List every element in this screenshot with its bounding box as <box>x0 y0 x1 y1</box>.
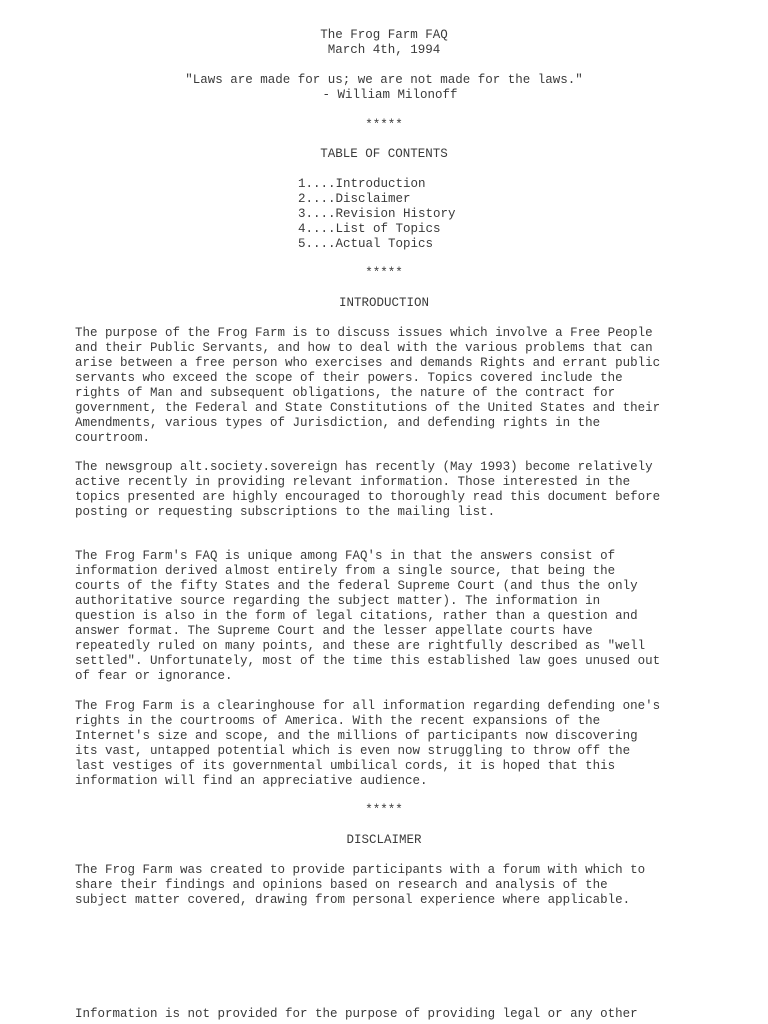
text-line: information will find an appreciative audience. <box>75 774 428 788</box>
text-line: subject matter covered, drawing from personal experience where applicable. <box>75 893 631 907</box>
text-line: information derived almost entirely from a single source, that being the <box>75 564 616 578</box>
text-line: The newsgroup alt.society.sovereign has recently (May 1993) become relatively <box>75 460 653 474</box>
section-separator: ***** <box>365 266 403 280</box>
text-line: arise between a free person who exercises and demands Rights and errant public <box>75 356 661 370</box>
epigraph-attribution: - William Milonoff <box>322 88 458 102</box>
disclaimer-heading: DISCLAIMER <box>346 833 422 847</box>
text-line: servants who exceed the scope of their powers. Topics covered include the <box>75 371 623 385</box>
text-line: The Frog Farm was created to provide participants with a forum with which to <box>75 863 646 877</box>
text-line: last vestiges of its governmental umbilical cords, it is hoped that this <box>75 759 616 773</box>
toc-item: 5....Actual Topics <box>298 237 434 251</box>
epigraph-quote: "Laws are made for us; we are not made for the laws." <box>185 73 583 87</box>
text-line: share their findings and opinions based on research and analysis of the <box>75 878 608 892</box>
text-line: topics presented are highly encouraged to thoroughly read this document before <box>75 490 661 504</box>
text-line: courts of the fifty States and the federal Supreme Court (and thus the only <box>75 579 638 593</box>
text-line: Amendments, various types of Jurisdiction, and defending rights in the <box>75 416 601 430</box>
text-line: answer format. The Supreme Court and the lesser appellate courts have <box>75 624 593 638</box>
text-line: and their Public Servants, and how to deal with the various problems that can <box>75 341 653 355</box>
text-line: The Frog Farm is a clearinghouse for all information regarding defending one's <box>75 699 661 713</box>
text-line: Internet's size and scope, and the millions of participants now discovering <box>75 729 638 743</box>
text-line: posting or requesting subscriptions to the mailing list. <box>75 505 496 519</box>
text-line: government, the Federal and State Constitutions of the United States and their <box>75 401 661 415</box>
toc-heading: TABLE OF CONTENTS <box>320 147 448 161</box>
section-separator: ***** <box>365 803 403 817</box>
toc-item: 1....Introduction <box>298 177 426 191</box>
text-line: rights in the courtrooms of America. With the recent expansions of the <box>75 714 601 728</box>
section-separator: ***** <box>365 118 403 132</box>
text-line: courtroom. <box>75 431 151 445</box>
document-date: March 4th, 1994 <box>327 43 441 57</box>
toc-item: 2....Disclaimer <box>298 192 411 206</box>
text-line: Information is not provided for the purpose of providing legal or any other <box>75 1007 638 1021</box>
text-line: its vast, untapped potential which is even now struggling to throw off the <box>75 744 631 758</box>
text-line: settled". Unfortunately, most of the time this established law goes unused out <box>75 654 661 668</box>
introduction-heading: INTRODUCTION <box>338 296 429 310</box>
text-line: rights of Man and subsequent obligations, the nature of the contract for <box>75 386 616 400</box>
text-line: of fear or ignorance. <box>75 669 233 683</box>
toc-item: 4....List of Topics <box>298 222 441 236</box>
toc-item: 3....Revision History <box>298 207 456 221</box>
text-line: The Frog Farm's FAQ is unique among FAQ's in that the answers consist of <box>75 549 616 563</box>
text-line: The purpose of the Frog Farm is to discuss issues which involve a Free People <box>75 326 653 340</box>
text-line: active recently in providing relevant information. Those interested in the <box>75 475 631 489</box>
text-line: repeatedly ruled on many points, and these are rightfully described as "well <box>75 639 646 653</box>
document-title: The Frog Farm FAQ <box>320 28 448 42</box>
text-line: question is also in the form of legal citations, rather than a question and <box>75 609 638 623</box>
text-line: authoritative source regarding the subject matter). The information in <box>75 594 601 608</box>
